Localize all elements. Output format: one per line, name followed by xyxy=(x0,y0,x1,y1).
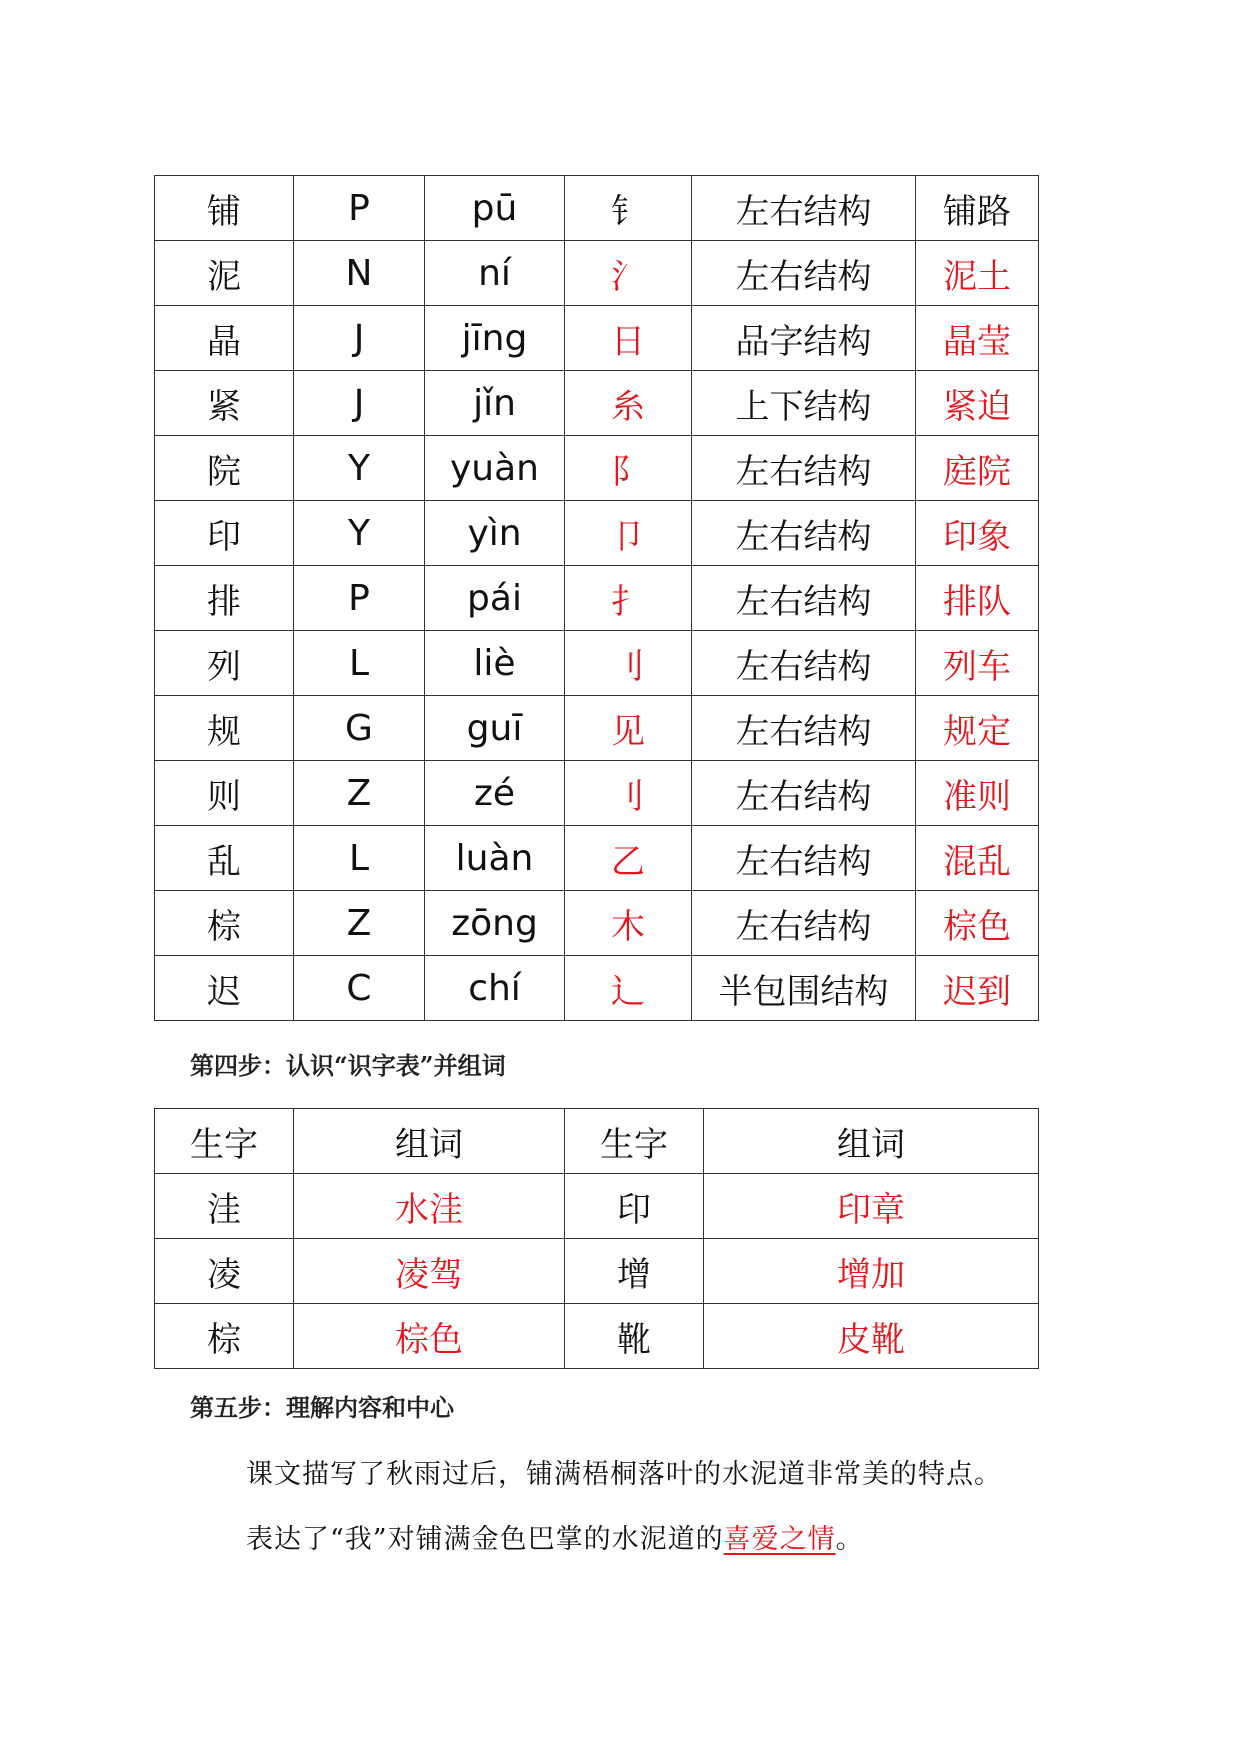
header-word: 组词 xyxy=(294,1109,565,1174)
radical-cell: 阝 xyxy=(565,436,692,501)
pinyin-cell: pái xyxy=(425,566,565,631)
structure-cell: 左右结构 xyxy=(692,891,916,956)
character-cell: 乱 xyxy=(155,826,294,891)
character-cell: 泥 xyxy=(155,241,294,306)
character-row xyxy=(155,566,1039,631)
word-row xyxy=(155,1239,1039,1304)
example-word-cell: 晶莹 xyxy=(916,306,1039,371)
word-cell: 增加 xyxy=(704,1239,1039,1304)
initial-letter-cell: L xyxy=(294,631,425,696)
character-row xyxy=(155,631,1039,696)
example-word-cell: 铺路 xyxy=(916,176,1039,241)
radical-cell: 刂 xyxy=(565,761,692,826)
character-table-body xyxy=(155,176,1039,1021)
pinyin-cell: ní xyxy=(425,241,565,306)
initial-letter-cell: L xyxy=(294,826,425,891)
initial-letter-cell: P xyxy=(294,176,425,241)
character-cell: 铺 xyxy=(155,176,294,241)
character-cell: 则 xyxy=(155,761,294,826)
example-word-cell: 列车 xyxy=(916,631,1039,696)
structure-cell: 左右结构 xyxy=(692,176,916,241)
initial-letter-cell: P xyxy=(294,566,425,631)
example-word-cell: 印象 xyxy=(916,501,1039,566)
character-row xyxy=(155,956,1039,1021)
word-row xyxy=(155,1304,1039,1369)
initial-letter-cell: N xyxy=(294,241,425,306)
character-study-table xyxy=(154,175,1039,1021)
character-row xyxy=(155,891,1039,956)
structure-cell: 左右结构 xyxy=(692,241,916,306)
example-word-cell: 规定 xyxy=(916,696,1039,761)
initial-letter-cell: G xyxy=(294,696,425,761)
word-cell: 水洼 xyxy=(294,1174,565,1239)
structure-cell: 左右结构 xyxy=(692,761,916,826)
character-cell: 洼 xyxy=(155,1174,294,1239)
pinyin-cell: zé xyxy=(425,761,565,826)
character-row xyxy=(155,696,1039,761)
character-cell: 增 xyxy=(565,1239,704,1304)
pinyin-cell: guī xyxy=(425,696,565,761)
character-row xyxy=(155,501,1039,566)
character-cell: 印 xyxy=(155,501,294,566)
character-cell: 晶 xyxy=(155,306,294,371)
structure-cell: 半包围结构 xyxy=(692,956,916,1021)
character-cell: 迟 xyxy=(155,956,294,1021)
word-table-header-row xyxy=(155,1109,1039,1174)
radical-cell: 氵 xyxy=(565,241,692,306)
initial-letter-cell: J xyxy=(294,306,425,371)
structure-cell: 品字结构 xyxy=(692,306,916,371)
character-row xyxy=(155,306,1039,371)
example-word-cell: 迟到 xyxy=(916,956,1039,1021)
header-character: 生字 xyxy=(565,1109,704,1174)
radical-cell: 糸 xyxy=(565,371,692,436)
word-row xyxy=(155,1174,1039,1239)
word-cell: 凌驾 xyxy=(294,1239,565,1304)
character-cell: 规 xyxy=(155,696,294,761)
character-row xyxy=(155,761,1039,826)
character-row xyxy=(155,371,1039,436)
radical-cell: 卩 xyxy=(565,501,692,566)
step5-heading: 第五步：理解内容和中心 xyxy=(190,1393,454,1422)
initial-letter-cell: Y xyxy=(294,501,425,566)
pinyin-cell: pū xyxy=(425,176,565,241)
initial-letter-cell: Z xyxy=(294,761,425,826)
paragraph-2-end: 。 xyxy=(835,1524,864,1555)
emphasis-phrase: 喜爱之情 xyxy=(723,1524,836,1555)
radical-cell: 见 xyxy=(565,696,692,761)
structure-cell: 左右结构 xyxy=(692,436,916,501)
word-cell: 皮靴 xyxy=(704,1304,1039,1369)
pinyin-cell: chí xyxy=(425,956,565,1021)
example-word-cell: 排队 xyxy=(916,566,1039,631)
summary-paragraph-2 xyxy=(246,1517,864,1556)
pinyin-cell: jīng xyxy=(425,306,565,371)
character-cell: 棕 xyxy=(155,891,294,956)
initial-letter-cell: Y xyxy=(294,436,425,501)
radical-cell: 扌 xyxy=(565,566,692,631)
word-formation-table xyxy=(154,1108,1039,1369)
pinyin-cell: luàn xyxy=(425,826,565,891)
word-table-body xyxy=(155,1174,1039,1369)
character-row xyxy=(155,826,1039,891)
step4-heading: 第四步：认识“识字表”并组词 xyxy=(190,1051,506,1080)
initial-letter-cell: J xyxy=(294,371,425,436)
example-word-cell: 混乱 xyxy=(916,826,1039,891)
character-row xyxy=(155,241,1039,306)
structure-cell: 左右结构 xyxy=(692,501,916,566)
pinyin-cell: yuàn xyxy=(425,436,565,501)
example-word-cell: 棕色 xyxy=(916,891,1039,956)
initial-letter-cell: C xyxy=(294,956,425,1021)
initial-letter-cell: Z xyxy=(294,891,425,956)
example-word-cell: 准则 xyxy=(916,761,1039,826)
pinyin-cell: jǐn xyxy=(425,371,565,436)
word-cell: 棕色 xyxy=(294,1304,565,1369)
character-row xyxy=(155,176,1039,241)
character-cell: 排 xyxy=(155,566,294,631)
character-cell: 靴 xyxy=(565,1304,704,1369)
word-cell: 印章 xyxy=(704,1174,1039,1239)
radical-cell: 钅 xyxy=(565,176,692,241)
example-word-cell: 泥土 xyxy=(916,241,1039,306)
radical-cell: 刂 xyxy=(565,631,692,696)
structure-cell: 左右结构 xyxy=(692,696,916,761)
structure-cell: 左右结构 xyxy=(692,566,916,631)
structure-cell: 上下结构 xyxy=(692,371,916,436)
header-word: 组词 xyxy=(704,1109,1039,1174)
structure-cell: 左右结构 xyxy=(692,631,916,696)
radical-cell: 辶 xyxy=(565,956,692,1021)
pinyin-cell: yìn xyxy=(425,501,565,566)
pinyin-cell: zōng xyxy=(425,891,565,956)
example-word-cell: 庭院 xyxy=(916,436,1039,501)
character-cell: 紧 xyxy=(155,371,294,436)
example-word-cell: 紧迫 xyxy=(916,371,1039,436)
character-row xyxy=(155,436,1039,501)
character-cell: 印 xyxy=(565,1174,704,1239)
character-cell: 列 xyxy=(155,631,294,696)
paragraph-2-text: 表达了“我”对铺满金色巴掌的水泥道的 xyxy=(246,1524,724,1555)
radical-cell: 日 xyxy=(565,306,692,371)
pinyin-cell: liè xyxy=(425,631,565,696)
radical-cell: 木 xyxy=(565,891,692,956)
header-character: 生字 xyxy=(155,1109,294,1174)
character-cell: 棕 xyxy=(155,1304,294,1369)
structure-cell: 左右结构 xyxy=(692,826,916,891)
radical-cell: 乙 xyxy=(565,826,692,891)
character-cell: 凌 xyxy=(155,1239,294,1304)
summary-paragraph-1: 课文描写了秋雨过后，铺满梧桐落叶的水泥道非常美的特点。 xyxy=(246,1459,1002,1490)
character-cell: 院 xyxy=(155,436,294,501)
